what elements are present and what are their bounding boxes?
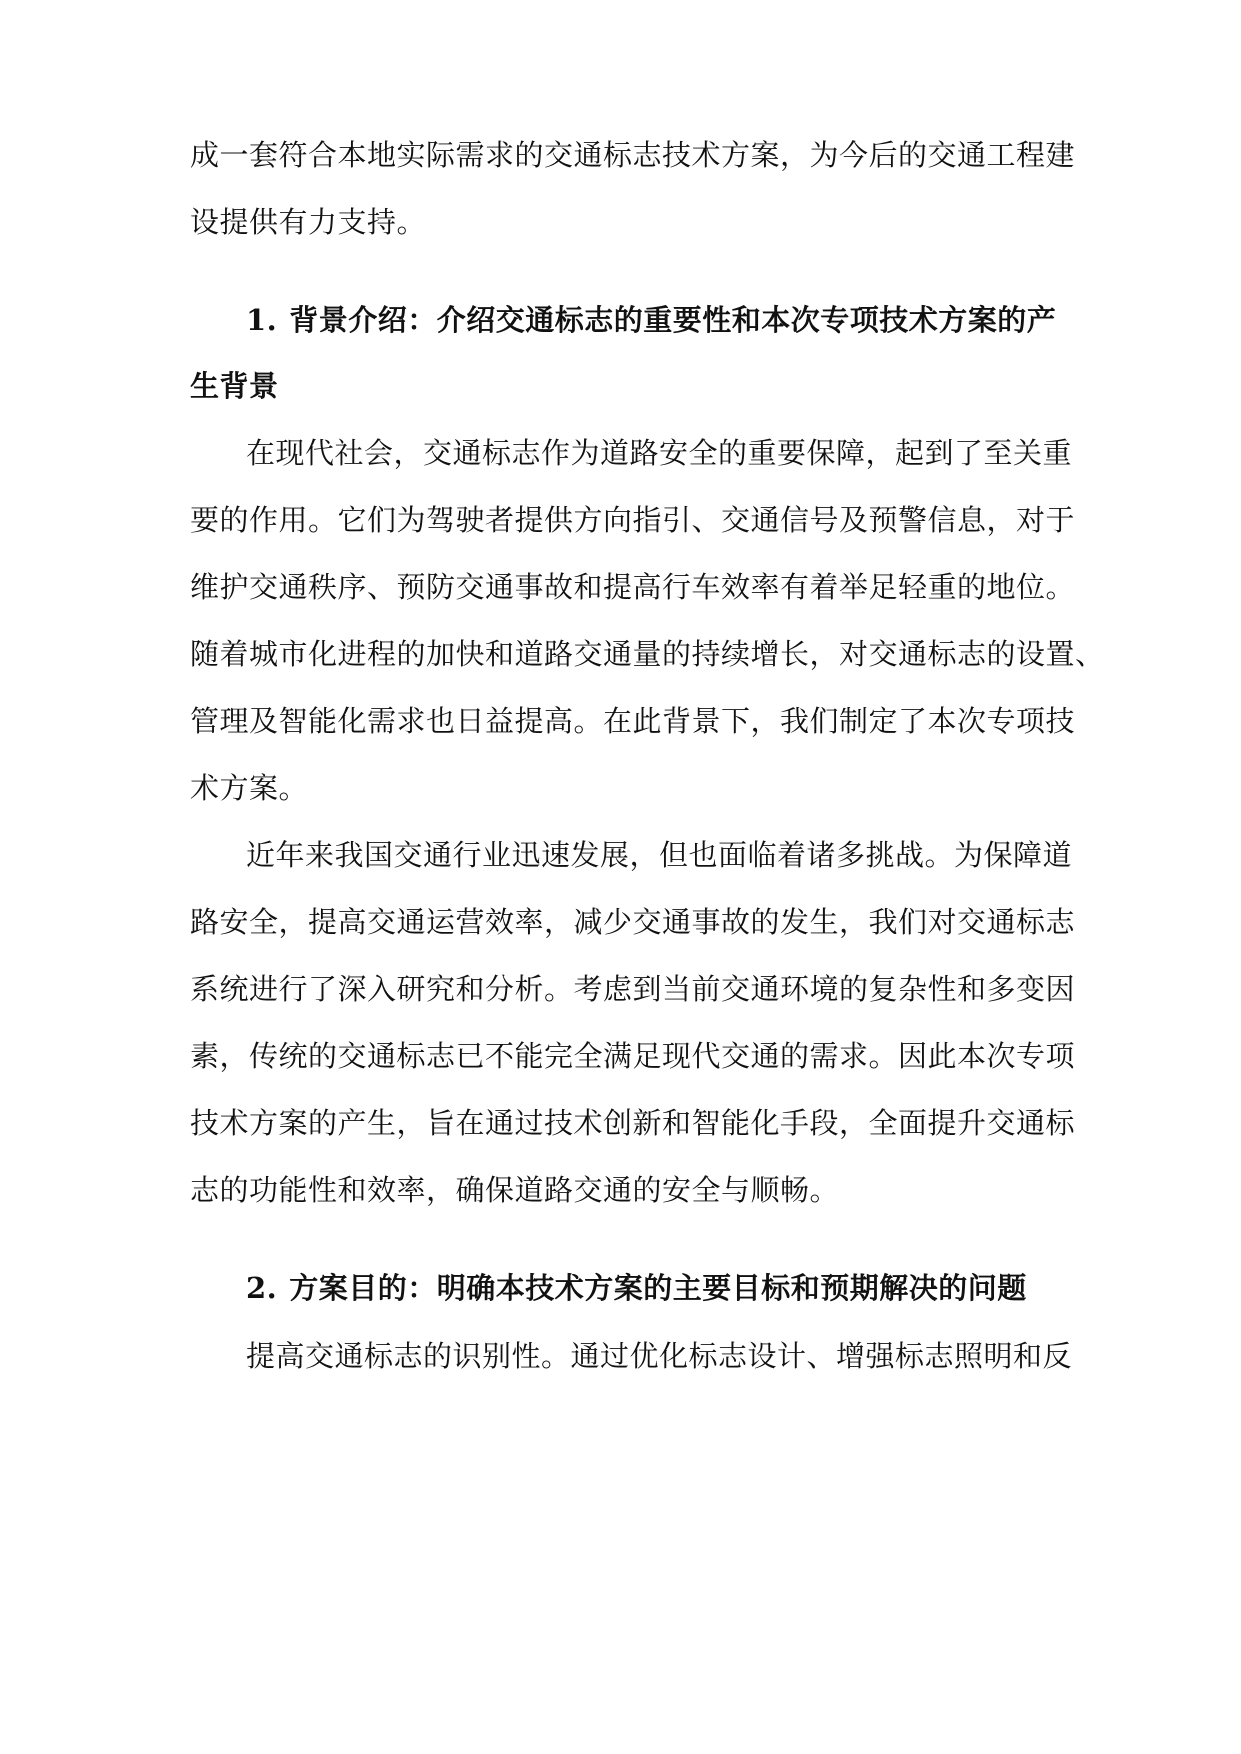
section-1-p2-line-2: 路安全，提高交通运营效率，减少交通事故的发生，我们对交通标志: [190, 905, 1076, 939]
section-2-p1-line-1: 提高交通标志的识别性。通过优化标志设计、增强标志照明和反: [246, 1339, 1073, 1373]
section-1-p1-line-6: 术方案。: [190, 771, 309, 805]
section-1-p1-line-3: 维护交通秩序、预防交通事故和提高行车效率有着举足轻重的地位。: [190, 570, 1076, 604]
section-1-p1-line-5: 管理及智能化需求也日益提高。在此背景下，我们制定了本次专项技: [190, 704, 1076, 738]
intro-line-2: 设提供有力支持。: [190, 205, 427, 239]
section-1-p1-line-1: 在现代社会，交通标志作为道路安全的重要保障，起到了至关重: [246, 436, 1073, 470]
section-2-number: 2.: [246, 1271, 278, 1305]
section-1-p2-line-1: 近年来我国交通行业迅速发展，但也面临着诸多挑战。为保障道: [246, 838, 1073, 872]
section-1-p2-line-6: 志的功能性和效率，确保道路交通的安全与顺畅。: [190, 1173, 840, 1207]
section-1-heading: [246, 300, 1060, 340]
intro-line-1: 成一套符合本地实际需求的交通标志技术方案，为今后的交通工程建: [190, 138, 1076, 172]
section-1-number: 1.: [246, 303, 278, 337]
section-1-p1-line-4: 随着城市化进程的加快和道路交通量的持续增长，对交通标志的设置、: [190, 637, 1105, 671]
section-1-p1-line-2: 要的作用。它们为驾驶者提供方向指引、交通信号及预警信息，对于: [190, 503, 1076, 537]
section-1-title-line-1: 背景介绍：介绍交通标志的重要性和本次专项技术方案的产: [289, 303, 1057, 337]
section-2-title: 方案目的：明确本技术方案的主要目标和预期解决的问题: [289, 1271, 1027, 1305]
section-1-p2-line-3: 系统进行了深入研究和分析。考虑到当前交通环境的复杂性和多变因: [190, 972, 1076, 1006]
section-1-p2-line-4: 素，传统的交通标志已不能完全满足现代交通的需求。因此本次专项: [190, 1039, 1076, 1073]
section-2-heading: [246, 1268, 1060, 1308]
section-1-title-line-2: 生背景: [190, 369, 279, 403]
section-1-p2-line-5: 技术方案的产生，旨在通过技术创新和智能化手段，全面提升交通标: [190, 1106, 1076, 1140]
